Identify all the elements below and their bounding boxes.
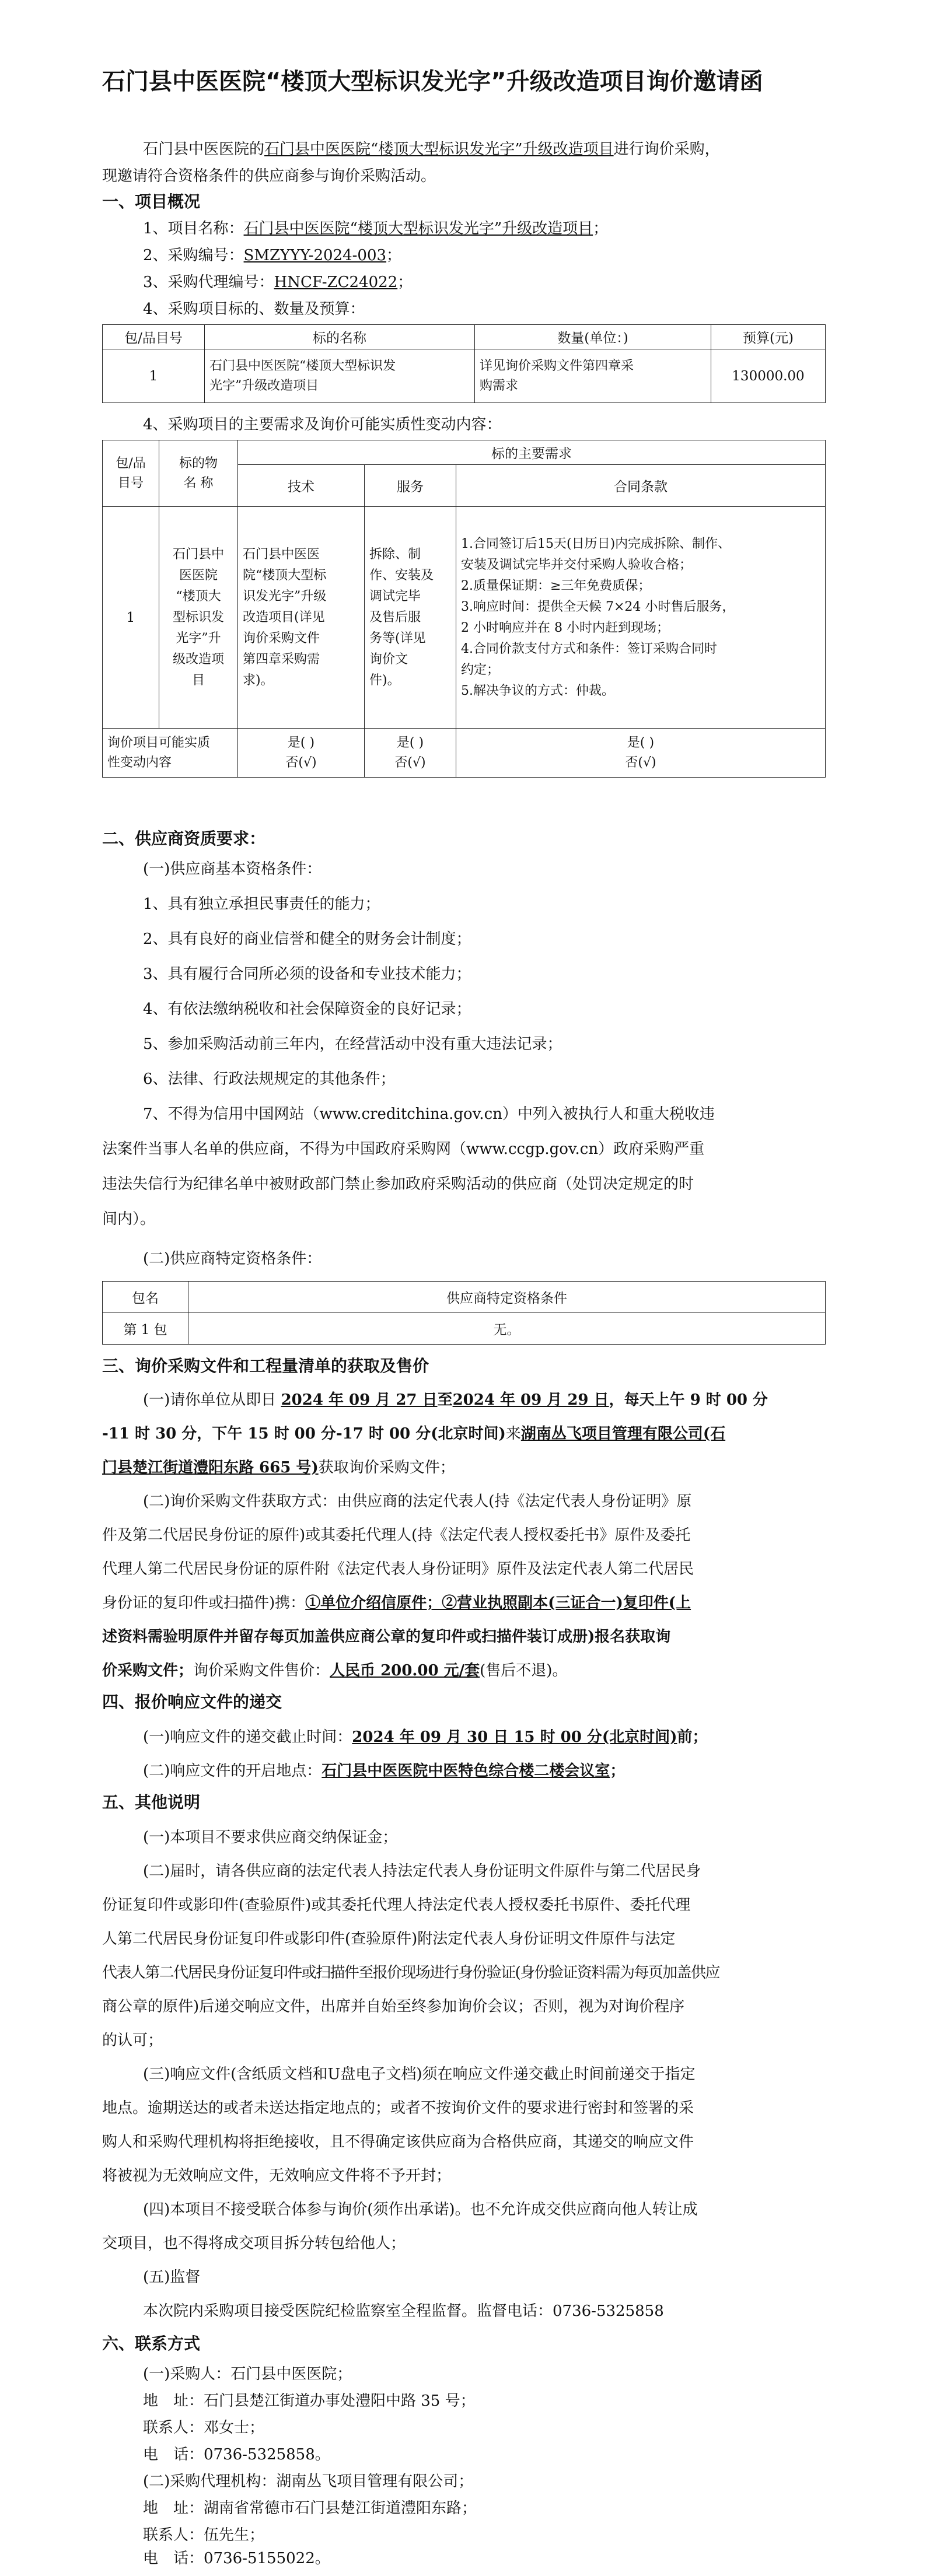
cell-line: 名 称 bbox=[183, 475, 214, 491]
note-1: (一)本项目不要求供应商交纳保证金； bbox=[143, 1829, 398, 1846]
cell-line: 2 小时响应并在 8 小时内赶到现场； bbox=[461, 620, 669, 635]
section-5-heading: 五、其他说明 bbox=[102, 1793, 201, 1812]
qualification-item-7: 间内）。 bbox=[102, 1210, 156, 1228]
agency-name: 湖南丛飞项目管理有限公司(石 bbox=[520, 1425, 726, 1443]
section-6-heading: 六、联系方式 bbox=[102, 2334, 201, 2353]
table-cell bbox=[456, 729, 826, 778]
section-4-heading: 四、报价响应文件的递交 bbox=[102, 1692, 282, 1712]
cell-line: 2.质量保证期：≥三年免费质保； bbox=[461, 578, 651, 593]
cell-line: 性变动内容 bbox=[107, 755, 172, 770]
qualification-item: 2、具有良好的商业信誉和健全的财务会计制度； bbox=[143, 930, 471, 948]
table-cell bbox=[103, 729, 238, 778]
supervision-line: 本次院内采购项目接受医院纪检监察室全程监督。监督电话：0736-5325858 bbox=[143, 2302, 664, 2320]
agent-address: 地 址：湖南省常德市石门县楚江街道澧阳东路； bbox=[143, 2500, 477, 2517]
cell-line: 否(√) bbox=[394, 755, 426, 770]
cell-line: 购需求 bbox=[480, 378, 519, 393]
agent-code-value: HNCF-ZC24022 bbox=[274, 274, 398, 291]
cell-line: 拆除、制 bbox=[369, 547, 421, 562]
cell-line: 光字”升级改造项目 bbox=[209, 378, 319, 393]
agency-address: 门县楚江街道澧阳东路 665 号) bbox=[102, 1459, 319, 1476]
cell-line: 作、安装及 bbox=[369, 568, 434, 583]
cell-line: 是( ) bbox=[396, 735, 424, 750]
item-4b-line: 4、采购项目的主要需求及询价可能实质性变动内容： bbox=[143, 416, 502, 433]
text: 至 bbox=[437, 1391, 453, 1409]
agent-contact: 联系人：伍先生； bbox=[143, 2526, 265, 2544]
section-3-heading: 三、询价采购文件和工程量清单的获取及售价 bbox=[102, 1356, 429, 1376]
agent-code-label: 3、采购代理编号： bbox=[143, 274, 274, 291]
cell-line: 务等(详见 bbox=[369, 631, 426, 646]
cell-line: 3.响应时间：提供全天候 7×24 小时售后服务， bbox=[461, 599, 735, 614]
cell-line: 件)。 bbox=[369, 673, 400, 688]
intro-text: 石门县中医医院的 bbox=[143, 141, 265, 158]
intro-text-end: 进行询价采购， bbox=[613, 141, 720, 158]
start-date: 2024 年 09 月 27 日 bbox=[281, 1391, 438, 1409]
text: 身份证的复印件或扫描件)携： bbox=[102, 1594, 306, 1612]
table-cell: 1 bbox=[103, 507, 159, 729]
item-4-line: 4、采购项目标的、数量及预算： bbox=[143, 300, 365, 318]
table-header: 服务 bbox=[365, 465, 456, 507]
note-2: 份证复印件或影印件(查验原件)或其委托代理人持法定代表人授权委托书原件、委托代理 bbox=[102, 1896, 691, 1914]
acquisition-method: (二)询价采购文件获取方式：由供应商的法定代表人(持《法定代表人身份证明》原 bbox=[143, 1493, 692, 1510]
cell-line: 询价项目可能实质 bbox=[107, 735, 211, 750]
qualification-item: 1、具有独立承担民事责任的能力； bbox=[143, 895, 380, 913]
cell-line: 型标识发 bbox=[172, 610, 224, 625]
qualification-item: 3、具有履行合同所必须的设备和专业技术能力； bbox=[143, 965, 471, 983]
table-cell: 第 1 包 bbox=[103, 1313, 188, 1345]
cell-line: 详见询价采购文件第四章采 bbox=[480, 358, 634, 373]
cell-line: 5.解决争议的方式：仲裁。 bbox=[461, 683, 614, 698]
acquisition-method bbox=[102, 1659, 567, 1682]
text: (一)请你单位从即日 bbox=[143, 1391, 281, 1409]
acquisition-line-1 bbox=[143, 1388, 768, 1412]
table-header: 标的名称 bbox=[205, 325, 475, 349]
document-title: 石门县中医医院“楼顶大型标识发光字”升级改造项目询价邀请函 bbox=[102, 68, 763, 95]
table-cell bbox=[475, 349, 711, 403]
text: (售后不退)。 bbox=[480, 1662, 568, 1679]
cell-line: 院“楼顶大型标 bbox=[243, 568, 327, 583]
table-cell: 1 bbox=[103, 349, 205, 403]
table-header: 包/品目号 bbox=[103, 325, 205, 349]
buyer-address: 地 址：石门县楚江街道办事处澧阳中路 35 号； bbox=[143, 2392, 476, 2410]
text: 来 bbox=[505, 1425, 521, 1443]
note-3: 将被视为无效响应文件，无效响应文件将不予开封； bbox=[102, 2167, 452, 2185]
cell-line: 石门县中 bbox=[172, 547, 224, 562]
submission-deadline bbox=[143, 1726, 707, 1749]
deadline-value: 2024 年 09 月 30 日 15 时 00 分(北京时间) bbox=[352, 1728, 677, 1746]
cell-line: 改造项目(详见 bbox=[243, 610, 325, 625]
text: ； bbox=[610, 1762, 626, 1780]
cell-line: 第四章采购需 bbox=[243, 652, 320, 667]
table-cell bbox=[365, 507, 456, 729]
note-2: 的认可； bbox=[102, 2032, 163, 2049]
qualification-item-7: 法案件当事人名单的供应商，不得为中国政府采购网（www.ccgp.gov.cn）政府采购严重 bbox=[102, 1140, 705, 1158]
note-3: 地点。逾期送达的或者未送达指定地点的；或者不按询价文件的要求进行密封和签署的采 bbox=[102, 2099, 694, 2117]
cell-line: 目号 bbox=[117, 475, 144, 491]
table-header: 标的主要需求 bbox=[238, 440, 826, 465]
qualification-item-7: 7、不得为信用中国网站（www.creditchina.gov.cn）中列入被执行人和重大税收违 bbox=[143, 1105, 715, 1123]
note-4: (四)本项目不接受联合体参与询价(须作出承诺)。也不允许成交供应商向他人转让成 bbox=[143, 2201, 698, 2218]
table-header: 供应商特定资格条件 bbox=[188, 1282, 826, 1313]
qualification-item: 6、法律、行政法规规定的其他条件； bbox=[143, 1070, 396, 1088]
note-3: 购人和采购代理机构将拒绝接收，且不得确定该供应商为合格供应商，其递交的响应文件 bbox=[102, 2133, 694, 2151]
note-3: (三)响应文件(含纸质文档和U盘电子文档)须在响应文件递交截止时间前递交于指定 bbox=[143, 2066, 696, 2083]
table-cell bbox=[456, 507, 826, 729]
project-name-line bbox=[143, 217, 608, 240]
table-cell bbox=[238, 507, 365, 729]
text: (一)响应文件的递交截止时间： bbox=[143, 1728, 352, 1746]
agent-phone: 电 话：0736-5155022。 bbox=[143, 2550, 330, 2567]
cell-line: 1.合同签订后15天(日历日)内完成拆除、制作、 bbox=[461, 536, 731, 551]
table-header: 数量(单位：) bbox=[475, 325, 711, 349]
cell-line: 级改造项 bbox=[172, 652, 224, 667]
note-4: 交项目，也不得将成交项目拆分转包给他人； bbox=[102, 2235, 406, 2252]
cell-line: 询价采购文件 bbox=[243, 631, 320, 646]
punct: ； bbox=[386, 247, 402, 264]
required-documents: ①单位介绍信原件；②营业执照副本(三证合一)复印件(上 bbox=[305, 1594, 691, 1612]
text: 询价采购文件售价： bbox=[193, 1662, 330, 1679]
acquisition-method: 代理人第二代居民身份证的原件附《法定代表人身份证明》原件及法定代表人第二代居民 bbox=[102, 1560, 694, 1578]
buyer-name: (一)采购人：石门县中医医院； bbox=[143, 2365, 352, 2383]
specific-qualification-table bbox=[102, 1281, 826, 1345]
cell-line: 调试完毕 bbox=[369, 589, 421, 604]
opening-location bbox=[143, 1759, 625, 1783]
table-header: 包名 bbox=[103, 1282, 188, 1313]
table-cell: 无。 bbox=[188, 1313, 826, 1345]
acquisition-method: 述资料需验明原件并留存每页加盖供应商公章的复印件或扫描件装订成册)报名获取询 bbox=[102, 1628, 671, 1646]
qualification-item-7: 违法失信行为纪律名单中被财政部门禁止参加政府采购活动的供应商（处罚决定规定的时 bbox=[102, 1175, 694, 1193]
project-code-line bbox=[143, 244, 401, 267]
cell-line: 石门县中医医 bbox=[243, 547, 320, 562]
project-name-label: 1、项目名称： bbox=[143, 220, 244, 237]
table-header bbox=[103, 440, 159, 507]
cell-line: 光字”升 bbox=[176, 631, 221, 646]
location-value: 石门县中医医院中医特色综合楼二楼会议室 bbox=[322, 1762, 610, 1780]
cell-line: 询价文 bbox=[369, 652, 408, 667]
acquisition-line-3 bbox=[102, 1456, 455, 1479]
section-2-heading: 二、供应商资质要求： bbox=[102, 829, 266, 848]
requirements-table bbox=[102, 440, 826, 778]
cell-line: 标的物 bbox=[179, 456, 218, 471]
table-cell bbox=[159, 507, 238, 729]
section-1-heading: 一、项目概况 bbox=[102, 192, 201, 211]
table-cell bbox=[365, 729, 456, 778]
text: 前； bbox=[677, 1728, 708, 1746]
text: (二)响应文件的开启地点： bbox=[143, 1762, 322, 1780]
cell-line: 是( ) bbox=[287, 735, 315, 750]
buyer-contact: 联系人：邓女士； bbox=[143, 2419, 265, 2437]
intro-line-1 bbox=[143, 138, 720, 161]
end-date: 2024 年 09 月 29 日 bbox=[452, 1391, 609, 1409]
agent-name: (二)采购代理机构：湖南丛飞项目管理有限公司； bbox=[143, 2473, 474, 2490]
table-header: 技术 bbox=[238, 465, 365, 507]
note-2: 代表人第二代居民身份证复印件或扫描件至报价现场进行身份验证(身份验证资料需为每页加盖供应 bbox=[102, 1964, 719, 1982]
cell-line: 约定； bbox=[461, 662, 500, 677]
acquisition-line-2 bbox=[102, 1422, 725, 1446]
note-5: (五)监督 bbox=[143, 2269, 201, 2286]
text: -11 时 30 分，下午 15 时 00 分-17 时 00 分(北京时间) bbox=[102, 1425, 506, 1443]
table-header: 合同条款 bbox=[456, 465, 826, 507]
note-2: (二)届时，请各供应商的法定代表人持法定代表人身份证明文件原件与第二代居民身 bbox=[143, 1863, 701, 1880]
project-code-label: 2、采购编号： bbox=[143, 247, 244, 264]
cell-line: 否(√) bbox=[625, 755, 656, 770]
project-code-value: SMZYYY-2024-003 bbox=[243, 247, 387, 264]
cell-line: 求)。 bbox=[243, 673, 274, 688]
punct: ； bbox=[397, 274, 413, 291]
document-price: 人民币 200.00 元/套 bbox=[330, 1662, 480, 1679]
cell-line: 及售后服 bbox=[369, 610, 421, 625]
qualification-item: 4、有依法缴纳税收和社会保障资金的良好记录； bbox=[143, 1000, 471, 1018]
basic-qualifications: (一)供应商基本资格条件： bbox=[143, 860, 322, 878]
cell-line: 石门县中医医院“楼顶大型标识发 bbox=[209, 358, 396, 373]
buyer-phone: 电 话：0736-5325858。 bbox=[143, 2446, 330, 2463]
cell-line: 识发光字”升级 bbox=[243, 589, 327, 604]
table-cell bbox=[238, 729, 365, 778]
cell-line: 是( ) bbox=[627, 735, 655, 750]
table-header bbox=[159, 440, 238, 507]
cell-line: 包/品 bbox=[116, 456, 146, 471]
cell-line: 医医院 bbox=[179, 568, 218, 583]
table-cell: 130000.00 bbox=[711, 349, 826, 403]
acquisition-method bbox=[102, 1591, 691, 1615]
cell-line: 目 bbox=[191, 673, 205, 688]
note-2: 人第二代居民身份证复印件或影印件(查验原件)附法定代表人身份证明文件原件与法定 bbox=[102, 1930, 676, 1948]
budget-table bbox=[102, 324, 826, 403]
qualification-item: 5、参加采购活动前三年内，在经营活动中没有重大违法记录； bbox=[143, 1035, 562, 1053]
text: ，每天上午 9 时 00 分 bbox=[609, 1391, 768, 1409]
intro-project-name: 石门县中医医院“楼顶大型标识发光字”升级改造项目 bbox=[264, 141, 614, 158]
cell-line: 安装及调试完毕并交付采购人验收合格； bbox=[461, 557, 693, 572]
text: 价采购文件； bbox=[102, 1662, 194, 1679]
agent-code-line bbox=[143, 271, 413, 294]
table-cell bbox=[205, 349, 475, 403]
acquisition-method: 件及第二代居民身份证的原件)或其委托代理人(持《法定代表人授权委托书》原件及委托 bbox=[102, 1527, 691, 1544]
text: 获取询价采购文件； bbox=[318, 1459, 455, 1476]
cell-line: 否(√) bbox=[285, 755, 317, 770]
note-2: 商公章的原件)后递交响应文件，出席并自始至终参加询价会议；否则，视为对询价程序 bbox=[102, 1998, 685, 2015]
intro-line-2: 现邀请符合资格条件的供应商参与询价采购活动。 bbox=[102, 167, 436, 185]
specific-qualifications: (二)供应商特定资格条件： bbox=[143, 1250, 322, 1268]
project-name-value: 石门县中医医院“楼顶大型标识发光字”升级改造项目 bbox=[243, 220, 593, 237]
punct: ； bbox=[593, 220, 609, 237]
cell-line: 4.合同价款支付方式和条件：签订采购合同时 bbox=[461, 641, 717, 656]
cell-line: “楼顶大 bbox=[176, 589, 221, 604]
table-header: 预算(元) bbox=[711, 325, 826, 349]
